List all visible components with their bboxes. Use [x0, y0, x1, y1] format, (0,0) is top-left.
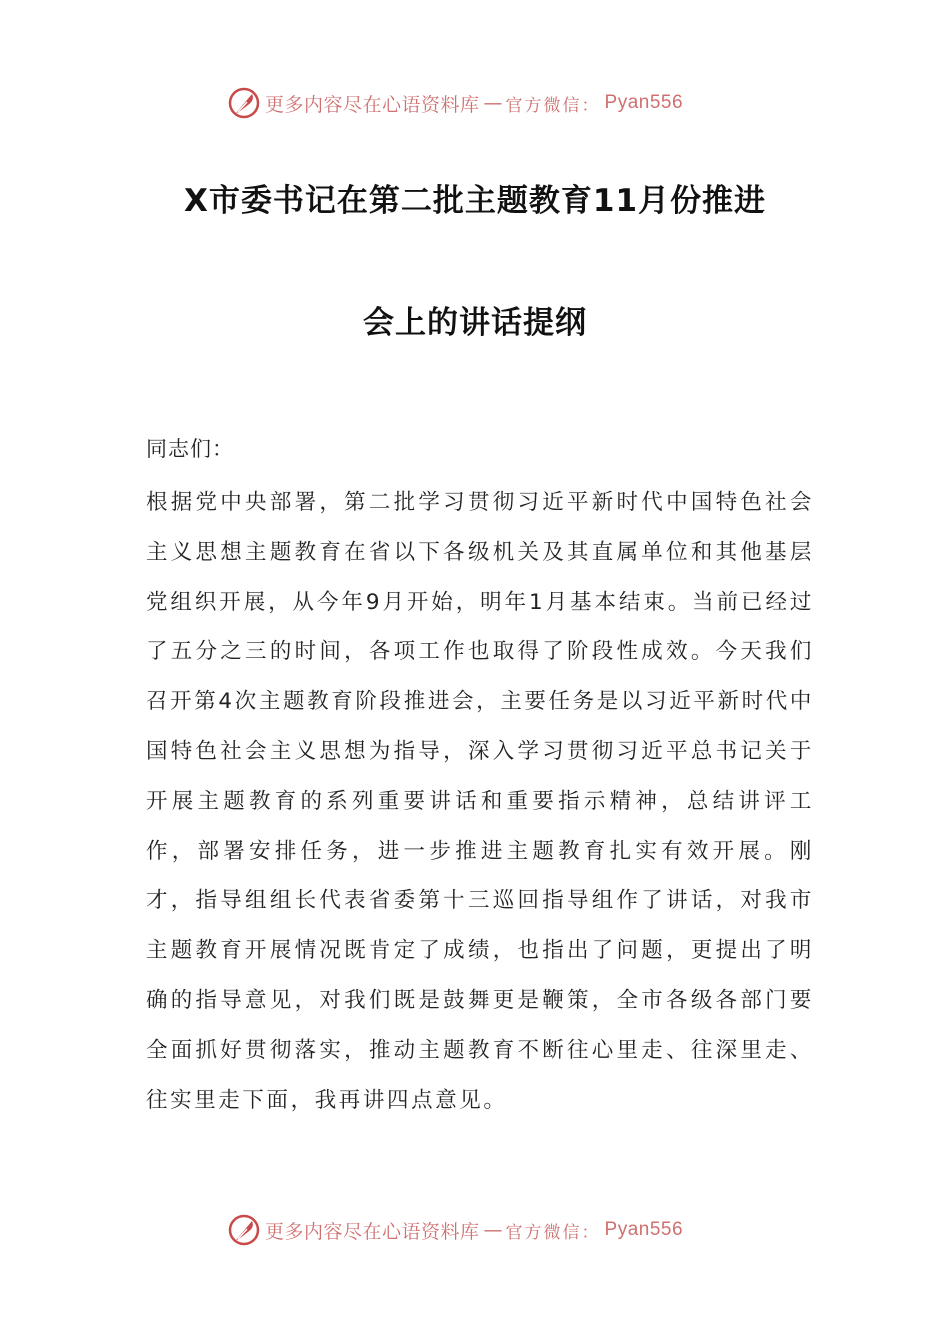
- watermark-wechat-id: Pyan556: [604, 92, 684, 113]
- watermark-dash: —: [483, 92, 502, 114]
- watermark-dash: —: [483, 1219, 502, 1241]
- quill-logo-icon: [227, 86, 261, 120]
- watermark-banner-bottom: [227, 1212, 683, 1248]
- watermark-wechat-label: 官方微信：: [505, 95, 601, 116]
- quill-logo-icon: [227, 1213, 261, 1247]
- watermark-main-text: 更多内容尽在心语资料库: [265, 93, 480, 116]
- greeting: 同志们：: [146, 437, 234, 461]
- watermark-banner-top: [227, 85, 683, 121]
- document-title-line-2: 会上的讲话提纲: [363, 305, 587, 341]
- watermark-wechat-id: Pyan556: [604, 1219, 684, 1240]
- body-paragraph: 根据党中央部署，第二批学习贯彻习近平新时代中国特色社会主义思想主题教育在省以下各级机关及其直属单位和其他基层党组织开展，从今年9月开始，明年1月基本结束。当前已经过了五分之三的时间，各项工作也取得了阶段性成效。今天我们召开第4次主题教育阶段推进会，主要任务是以习近平新时代中国特色社会主义思想为指导，深入学习贯彻习近平总书记关于开展主题教育的系列重要讲话和重要指示精神，总结讲评工作，部署安排任务，进一步推进主题教育扎实有效开展。刚才，指导组组长代表省委第十三巡回指导组作了讲话，对我市主题教育开展情况既肯定了成绩，也指出了问题，更提出了明确的指导意见，对我们既是鼓舞更是鞭策，全市各级各部门要全面抓好贯彻落实，推动主题教育不断往心里走、往深里走、往实里走下面，我再讲四点意见。: [146, 490, 814, 1113]
- document-title-line-1: X市委书记在第二批主题教育11月份推进: [183, 183, 767, 219]
- watermark-wechat-label: 官方微信：: [505, 1222, 601, 1243]
- watermark-main-text: 更多内容尽在心语资料库: [265, 1220, 480, 1243]
